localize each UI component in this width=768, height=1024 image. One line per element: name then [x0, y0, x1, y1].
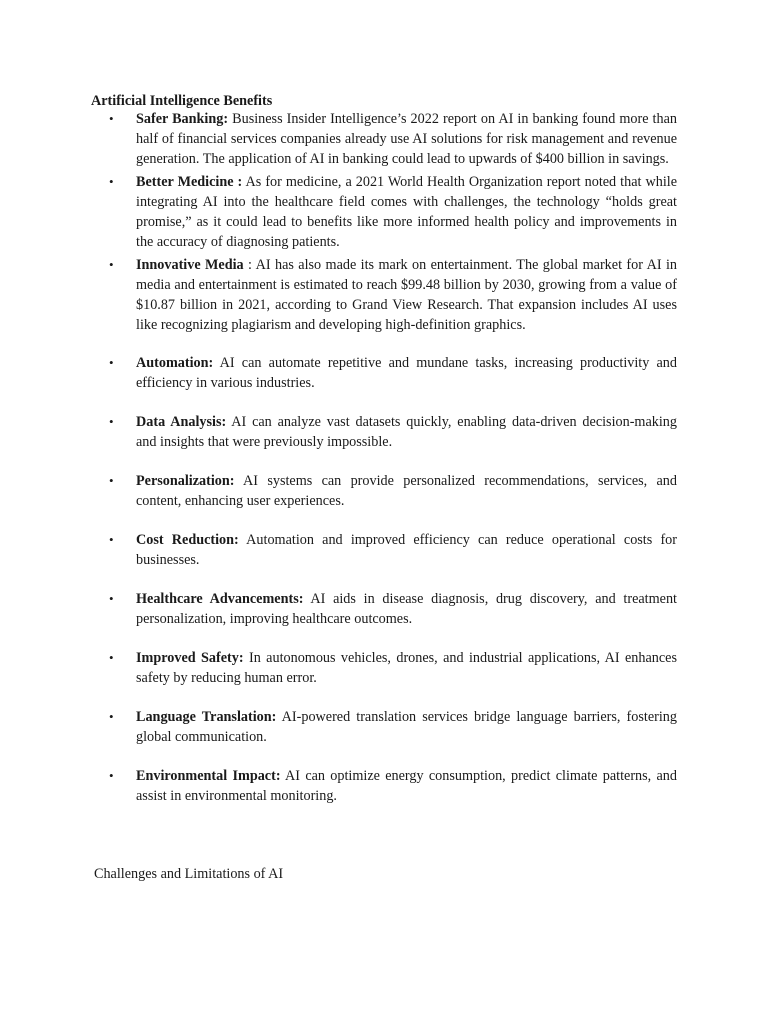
bullet-icon: •	[109, 650, 114, 665]
item-text: AI can analyze vast datasets quickly, enabling data-driven decision-making and insights that were previously impossible.	[136, 414, 677, 450]
bullet-icon: •	[109, 257, 114, 272]
list-item-innovative-media	[0, 255, 677, 335]
item-term: Healthcare Advancements:	[136, 591, 304, 607]
item-text: AI systems can provide personalized recommendations, services, and content, enhancing user experiences.	[136, 473, 677, 509]
item-term: Safer Banking:	[136, 111, 229, 127]
item-term: Data Analysis:	[136, 414, 227, 430]
item-term: Personalization:	[136, 473, 235, 489]
bullet-icon: •	[109, 591, 114, 606]
list-item-better-medicine	[0, 172, 677, 252]
list-item-language-translation	[0, 707, 677, 747]
item-term: Cost Reduction:	[136, 532, 239, 548]
item-text: AI aids in disease diagnosis, drug discovery, and treatment personalization, improving healthcare outcomes.	[136, 591, 677, 627]
list-item-data-analysis	[0, 412, 677, 452]
list-item-healthcare-advancements	[0, 589, 677, 629]
list-item-safer-banking	[0, 109, 677, 169]
item-term: Better Medicine :	[136, 174, 243, 190]
item-text: Business Insider Intelligence’s 2022 report on AI in banking found more than half of financial services companies already use AI solutions for risk management and revenue generation. The application of AI in banking could lead to upwards of $400 billion in savings.	[136, 111, 677, 167]
item-text: As for medicine, a 2021 World Health Organization report noted that while integrating AI into the healthcare field comes with challenges, the technology “holds great promise,” as it could lead to benefits like more informed health policy and improvements in the accuracy of diagnosing patients.	[136, 174, 677, 250]
bullet-icon: •	[109, 709, 114, 724]
bullet-icon: •	[109, 111, 114, 126]
item-term: Language Translation:	[136, 709, 277, 725]
bullet-icon: •	[109, 532, 114, 547]
item-text: AI can optimize energy consumption, predict climate patterns, and assist in environmental monitoring.	[136, 768, 677, 804]
item-term: Innovative Media	[136, 257, 244, 273]
item-text: AI-powered translation services bridge language barriers, fostering global communication.	[136, 709, 677, 745]
bullet-icon: •	[109, 473, 114, 488]
item-term: Environmental Impact:	[136, 768, 281, 784]
list-item-personalization	[0, 471, 677, 511]
item-text: : AI has also made its mark on entertainment. The global market for AI in media and entertainment is estimated to reach $99.48 billion by 2030, growing from a value of $10.87 billion in 2021, according to Grand View Research. That expansion includes AI uses like recognizing plagiarism and developing high-definition graphics.	[136, 257, 677, 333]
item-term: Automation:	[136, 355, 214, 371]
bullet-icon: •	[109, 414, 114, 429]
item-text: AI can automate repetitive and mundane tasks, increasing productivity and efficiency in various industries.	[136, 355, 677, 391]
bullet-icon: •	[109, 174, 114, 189]
section-heading: Artificial Intelligence Benefits	[91, 93, 273, 109]
bullet-icon: •	[109, 768, 114, 783]
list-item-automation	[0, 353, 677, 393]
benefits-list	[0, 109, 768, 806]
next-section-heading: Challenges and Limitations of AI	[94, 866, 284, 882]
list-item-improved-safety	[0, 648, 677, 688]
item-text: Automation and improved efficiency can reduce operational costs for businesses.	[136, 532, 677, 568]
list-item-cost-reduction	[0, 530, 677, 570]
item-text: In autonomous vehicles, drones, and industrial applications, AI enhances safety by reducing human error.	[136, 650, 677, 686]
bullet-icon: •	[109, 355, 114, 370]
list-item-environmental-impact	[0, 766, 677, 806]
item-term: Improved Safety:	[136, 650, 244, 666]
